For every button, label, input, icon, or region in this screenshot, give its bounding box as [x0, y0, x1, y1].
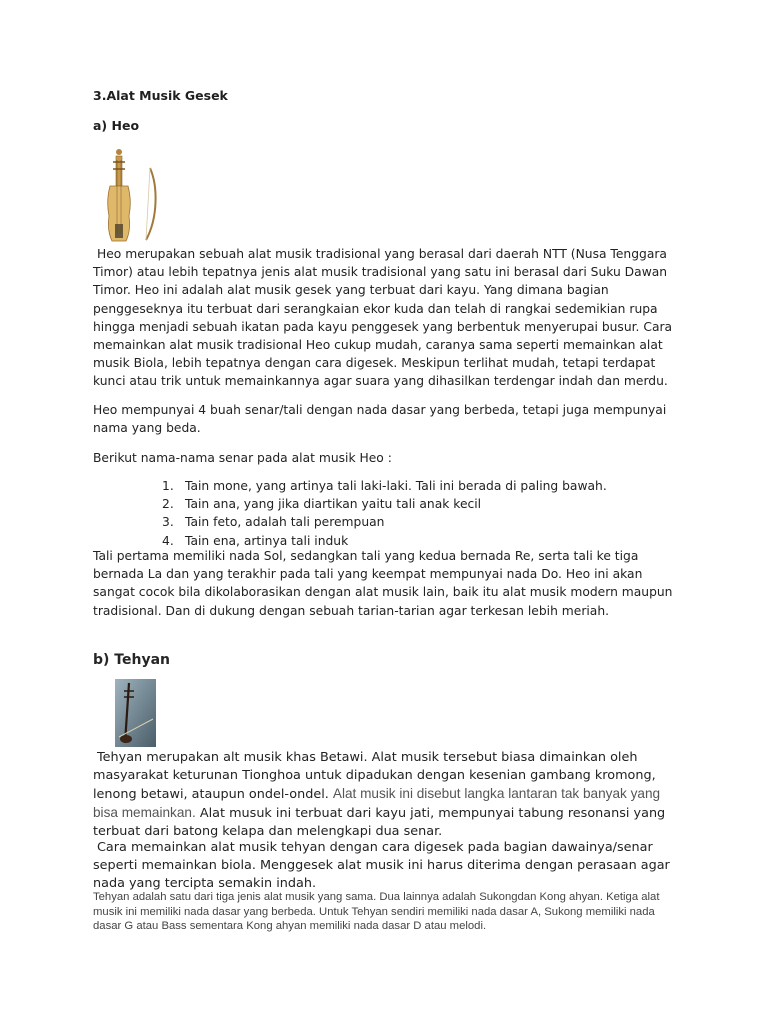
tehyan-play-paragraph: Cara memainkan alat musik tehyan dengan cara digesek pada bagian dawainya/senar seperti memainkan biola. Menggesek alat musik ini harus diterima dengan perasaan agar nada yang tercipta semakin indah. — [93, 840, 670, 891]
heo-intro-paragraph: Heo merupakan sebuah alat musik tradisional yang berasal dari daerah NTT (Nusa Tenggara Timor) atau lebih tepatnya jenis alat musik tradisional yang satu ini berasal dari Suku Dawan Timor. Heo ini adalah alat musik gesek yang terbuat dari kayu. Yang dimana bagian penggeseknya itu terbuat dari serangkaian ekor kuda dan telah di rangkai sedemikian rupa hingga menjadi sebuah ikatan pada kayu penggesek yang berbentuk menyerupai busur. Cara memainkan alat musik tradisional Heo cukup mudah, caranya sama seperti memainkan alat musik Biola, lebih tepatnya dengan cara digesek. Meskipun terlihat mudah, tetapi terdapat kunci atau trik untuk memainkannya agar suara yang dihasilkan terdengar indah dan merdu. — [93, 247, 673, 389]
tehyan-notes-paragraph: Tehyan adalah satu dari tiga jenis alat musik yang sama. Dua lainnya adalah Sukongdan Kong ahyan. Ketiga alat musik ini memiliki nada dasar yang berbeda. Untuk Tehyan sendiri memiliki nada dasar A, Sukong memiliki nada dasar G atau Bass sementara Kong ahyan memiliki nada dasar D atau melodi. — [93, 891, 660, 933]
tehyan-intro-paragraph: Tehyan merupakan alt musik khas Betawi. Alat musik tersebut biasa dimainkan oleh masyarakat keturunan Tionghoa untuk dipadukan dengan kesenian gambang kromong, lenong betawi, ataupun ondel-ondel. Alat musik ini disebut langka lantaran tak banyak yang bisa memainkan. Alat musuk ini terbuat dari kayu jati, mempunyai tabung resonansi yang terbuat dari batong kelapa dan melengkapi dua senar. — [93, 750, 666, 839]
list-item: 1. Tain mone, yang artinya tali laki-laki. Tali ini berada di paling bawah. — [162, 479, 607, 493]
tehyan-heading: b) Tehyan — [93, 652, 170, 668]
list-item: 4. Tain ena, artinya tali induk — [162, 533, 349, 548]
heo-notes-paragraph: Tali pertama memiliki nada Sol, sedangkan tali yang kedua bernada Re, serta tali ke tiga bernada La dan yang terakhir pada tali yang keempat mempunyai nada Do. Heo ini akan sangat cocok bila dikolaborasikan dengan alat musik lain, baik itu alat musik modern maupun tradisional. Dan di dukung dengan sebuah tarian-tarian agar terkesan lebih meriah. — [93, 549, 673, 618]
heo-strings-list — [160, 477, 607, 550]
heo-heading: a) Heo — [93, 118, 140, 133]
heo-strings-paragraph: Heo mempunyai 4 buah senar/tali dengan nada dasar yang berbeda, tetapi juga mempunyai nama yang beda. — [93, 403, 667, 436]
heo-instrument-image — [100, 146, 158, 246]
section-title: 3.Alat Musik Gesek — [93, 88, 228, 103]
list-item: 3. Tain feto, adalah tali perempuan — [162, 515, 385, 530]
tehyan-instrument-image — [115, 679, 156, 747]
list-item: 2. Tain ana, yang jika diartikan yaitu tali anak kecil — [162, 497, 482, 512]
heo-list-intro: Berikut nama-nama senar pada alat musik Heo : — [93, 451, 392, 465]
